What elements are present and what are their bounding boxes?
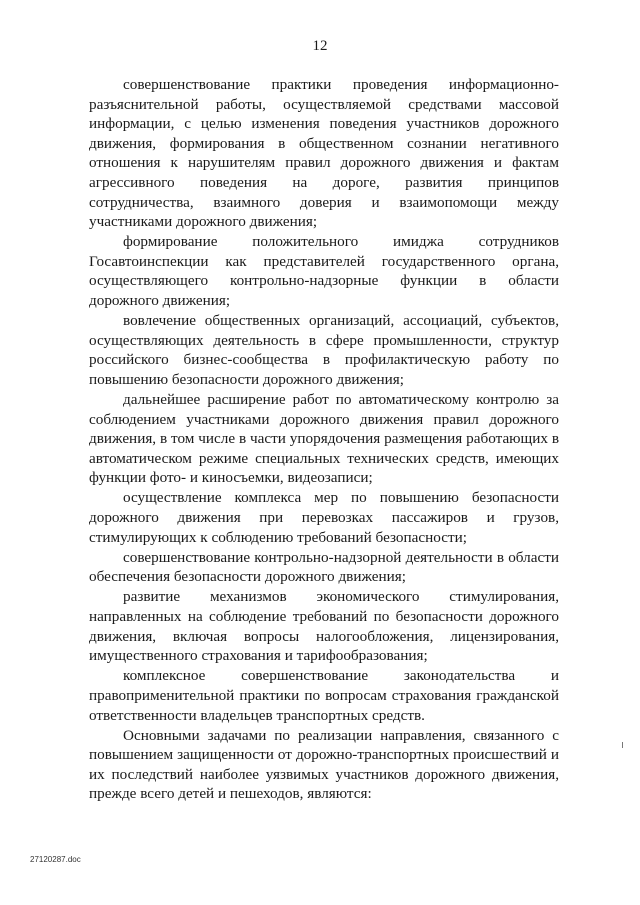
footer-document-code: 27120287.doc bbox=[30, 855, 81, 864]
paragraph-6: совершенствование контрольно-надзорной деятельности в области обеспечения безопасности дорожного движения; bbox=[89, 548, 559, 586]
paragraph-7: развитие механизмов экономического стимулирования, направленных на соблюдение требований по безопасности дорожного движения, включая вопросы налогообложения, лицензирования, имущественного страхования и тарифообразования; bbox=[89, 588, 559, 665]
document-body bbox=[89, 75, 559, 804]
paragraph-9: Основными задачами по реализации направления, связанного с повышением защищенности от дорожно-транспортных происшествий и их последствий наиболее уязвимых участников дорожного движения, прежде всего детей и пешеходов, являются: bbox=[89, 726, 559, 803]
paragraph-4: дальнейшее расширение работ по автоматическому контролю за соблюдением участниками дорожного движения правил дорожного движения, в том числе в части упорядочения размещения работающих в автоматическом режиме специальных технических средств, имеющих функции фото- и киносъемки, видеозаписи; bbox=[89, 391, 559, 487]
paragraph-2: формирование положительного имиджа сотрудников Госавтоинспекции как представителей государственного органа, осуществляющего контрольно-надзорные функции в области дорожного движения; bbox=[89, 233, 559, 310]
paragraph-1: совершенствование практики проведения информационно-разъяснительной работы, осуществляемой средствами массовой информации, с целью изменения поведения участников дорожного движения, формирования в общественном сознании негативного отношения к нарушителям правил дорожного движения и фактам агрессивного поведения на дороге, развития принципов сотрудничества, взаимного доверия и взаимопомощи между участниками дорожного движения; bbox=[89, 76, 559, 231]
margin-mark bbox=[622, 742, 623, 748]
page-number: 12 bbox=[312, 38, 328, 54]
paragraph-3: вовлечение общественных организаций, ассоциаций, субъектов, осуществляющих деятельность в сфере промышленности, структур российского бизнес-сообщества в профилактическую работу по повышению безопасности дорожного движения; bbox=[89, 312, 559, 388]
paragraph-8: комплексное совершенствование законодательства и правоприменительной практики по вопросам страхования гражданской ответственности владельцев транспортных средств. bbox=[89, 667, 559, 724]
paragraph-5: осуществление комплекса мер по повышению безопасности дорожного движения при перевозках пассажиров и грузов, стимулирующих к соблюдению требований безопасности; bbox=[89, 489, 559, 546]
